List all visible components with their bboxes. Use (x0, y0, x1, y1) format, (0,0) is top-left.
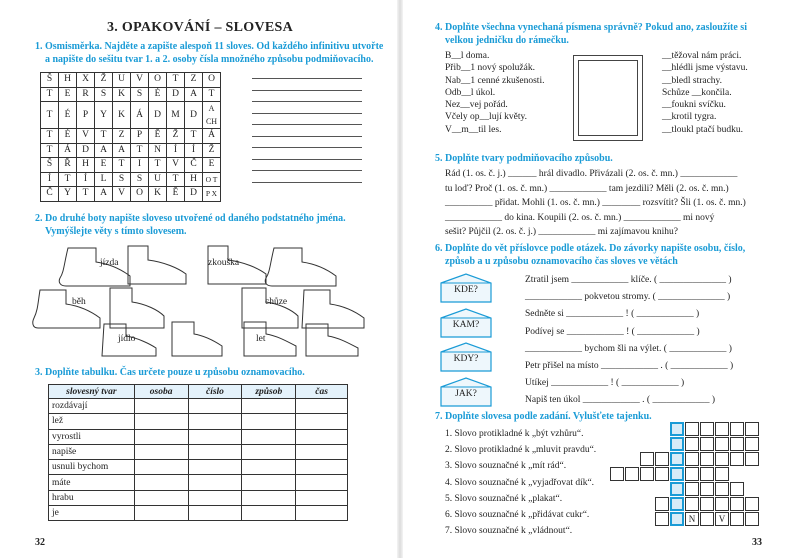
word-search-cell: Í (185, 143, 203, 158)
word-search-cell: D (185, 187, 203, 202)
crossword-cell[interactable] (685, 452, 699, 466)
answer-cell[interactable] (296, 429, 348, 444)
word-search-row (41, 158, 221, 173)
word-search-cell: Y (95, 102, 113, 129)
crossword-cell[interactable] (685, 467, 699, 481)
task6-sentence: ____________ bychom šli na výlet. ( ____________ ) (525, 343, 732, 354)
task5-line: ____________ do kina. Koupili (2. os. č. mn.) ____________ mi nový (445, 212, 715, 223)
word-search-cell: Č (41, 187, 59, 202)
question-house (440, 273, 492, 303)
word-search-cell: T (41, 143, 59, 158)
word-search-cell: U (113, 73, 131, 88)
table-header: osoba (134, 385, 188, 399)
word-search-row (41, 129, 221, 144)
answer-line (252, 78, 362, 79)
crossword-cell[interactable] (610, 467, 624, 481)
crossword-cell[interactable] (700, 497, 714, 511)
house-label: JAK? (455, 389, 477, 399)
crossword-cell[interactable] (745, 437, 759, 451)
task1-line1: 1. Osmisměrka. Najděte a zapište alespoň 11 sloves. Od každého infinitivu utvořte (35, 41, 384, 52)
word-search-cell: Z (113, 129, 131, 144)
boot-word-let: let (256, 334, 266, 344)
word-search-cell: H (59, 73, 77, 88)
table-row (49, 475, 348, 490)
task4-line2: velkou jedničku do rámečku. (445, 34, 569, 46)
word-search-cell: D (167, 87, 185, 102)
task6-sentences (525, 272, 733, 410)
word-search-cell: V (113, 187, 131, 202)
word-search-cell: T (131, 143, 149, 158)
word-search-cell: T (59, 172, 77, 187)
crossword-cell[interactable] (655, 452, 669, 466)
word-search-cell: K (113, 87, 131, 102)
word-search-cell: E (203, 158, 221, 173)
page-title: 3. OPAKOVÁNÍ – SLOVESA (106, 20, 294, 35)
task4-line1: 4. Doplňte všechna vynechaná písmena správně? Pokud ano, zasloužíte si (435, 22, 747, 33)
task6-sentence: Podívej se ____________ ! ( ____________ ) (525, 326, 700, 337)
task5-text (445, 167, 746, 240)
task1-instruction (35, 41, 383, 66)
word-search-cell: H (77, 158, 95, 173)
task4-sentence: __hlédli jsme výstavu. (662, 63, 748, 74)
task4-sentences-left (445, 50, 544, 136)
word-search-cell: S (131, 172, 149, 187)
task6-line2: způsob a u způsobu oznamovacího čas sloves ve větách (445, 255, 678, 267)
answer-cell[interactable] (134, 490, 188, 505)
task5-line: sešit? Půjčil (2. os. č. j.) ____________ mi zajímavou knihu? (445, 227, 678, 237)
task4-sentence: __krotil tygra. (662, 112, 717, 123)
task4-sentence: V__m__til les. (445, 124, 502, 135)
task2-instruction (35, 213, 346, 238)
word-search-cell: T (113, 158, 131, 173)
solution-cell[interactable] (670, 422, 684, 436)
crossword-cell[interactable] (730, 422, 744, 436)
task6-line1: 6. Doplňte do vět příslovce podle otázek. Do závorky napište osobu, číslo, (435, 243, 746, 254)
answer-cell[interactable] (134, 414, 188, 429)
crossword-cell[interactable] (730, 512, 744, 526)
answer-line (252, 124, 362, 125)
crossword-cell[interactable] (730, 437, 744, 451)
right-page (400, 0, 800, 558)
word-search-cell: T (203, 87, 221, 102)
answer-cell[interactable] (242, 506, 296, 521)
word-search-cell: T (77, 187, 95, 202)
word-search-cell: A (95, 187, 113, 202)
word-search-cell: M (167, 102, 185, 129)
verb-form-cell: vyrostli (49, 429, 135, 444)
word-search-cell: D (149, 102, 167, 129)
crossword-cell[interactable] (700, 512, 714, 526)
word-search-cell: Z (185, 73, 203, 88)
verb-form-cell: je (49, 506, 135, 521)
crossword-cell[interactable] (715, 422, 729, 436)
word-search-cell: A (113, 143, 131, 158)
word-search-cell: A (185, 87, 203, 102)
word-search-cell: T (95, 129, 113, 144)
word-search-cell: V (131, 73, 149, 88)
task4-sentence: Odb__l úkol. (445, 87, 496, 98)
crossword-cell[interactable]: V (715, 512, 729, 526)
word-search-cell: T (41, 129, 59, 144)
word-search-cell: Š (41, 73, 59, 88)
task6-sentence: ____________ pokvetou stromy. ( ______________ ) (525, 292, 731, 303)
crossword-cell[interactable] (715, 467, 729, 481)
crossword-cell[interactable] (685, 437, 699, 451)
table-header: slovesný tvar (49, 385, 135, 399)
table-row (49, 399, 348, 414)
answer-cell[interactable] (188, 444, 242, 459)
answer-cell[interactable] (188, 414, 242, 429)
crossword-cell[interactable] (730, 482, 744, 496)
word-search-cell: A CH (203, 102, 221, 129)
word-search-cell: V (167, 158, 185, 173)
crossword-cell[interactable] (640, 452, 654, 466)
task4-sentence: Nab__1 cenné zkušenosti. (445, 75, 545, 86)
task2-line2: Vymýšlejte věty s tímto slovesem. (45, 225, 187, 237)
answer-cell[interactable] (242, 490, 296, 505)
word-search-cell: T (185, 129, 203, 144)
crossword-cell[interactable] (745, 512, 759, 526)
crossword-cell[interactable] (745, 422, 759, 436)
verb-form-cell: rozdávají (49, 399, 135, 414)
boot-word-zkouska: zkouška (208, 258, 240, 268)
word-search-cell: K (149, 187, 167, 202)
answer-cell[interactable] (242, 475, 296, 490)
boot-word-jizda: jízda (100, 258, 119, 268)
task5-line: tu loď? Proč (1. os. č. mn.) ____________ tam jezdili? Měli (2. os. č. mn.) (445, 183, 729, 194)
table-row (49, 460, 348, 475)
word-search-cell: D (77, 143, 95, 158)
crossword-cell[interactable] (715, 437, 729, 451)
task7-clue: 5. Slovo souznačné k „plakat“. (445, 493, 563, 504)
table-row (49, 414, 348, 429)
answer-cell[interactable] (242, 460, 296, 475)
word-search-cell: Á (131, 102, 149, 129)
boot-word-chuze: chůze (265, 297, 288, 307)
word-search-cell: X (77, 73, 95, 88)
task2-line1: 2. Do druhé boty napište sloveso utvořené od daného podstatného jména. (35, 213, 346, 224)
answer-cell[interactable] (242, 429, 296, 444)
crossword-cell[interactable] (685, 482, 699, 496)
crossword-cell[interactable] (715, 452, 729, 466)
word-search-cell: E (59, 87, 77, 102)
crossword-cell[interactable] (655, 497, 669, 511)
table-row (49, 506, 348, 521)
word-search-cell: É (59, 129, 77, 144)
word-search-cell: Í (41, 172, 59, 187)
answer-line (252, 101, 362, 102)
word-search-cell: Í (167, 143, 185, 158)
table-header: způsob (242, 385, 296, 399)
word-search-cell: O T (203, 172, 221, 187)
answer-cell[interactable] (188, 460, 242, 475)
word-search-cell: V (77, 129, 95, 144)
word-search-cell: O (149, 73, 167, 88)
answer-line (252, 147, 362, 148)
word-search-cell: D (185, 102, 203, 129)
answer-cell[interactable] (296, 475, 348, 490)
answer-cell[interactable] (134, 506, 188, 521)
answer-cell[interactable] (134, 444, 188, 459)
task6-instruction (435, 243, 745, 268)
answer-line (252, 113, 362, 114)
crossword-cell[interactable] (700, 482, 714, 496)
task4-sentence: Přib__1 nový spolužák. (445, 63, 535, 74)
word-search-cell: P (77, 102, 95, 129)
word-search-cell: S (113, 172, 131, 187)
answer-cell[interactable] (296, 490, 348, 505)
task7-clue: 2. Slovo protikladné k „mluvit pravdu“. (445, 445, 597, 456)
task3-instruction: 3. Doplňte tabulku. Čas určete pouze u způsobu oznamovacího. (35, 367, 305, 378)
house-label: KAM? (452, 320, 480, 330)
solution-cell[interactable] (670, 437, 684, 451)
verb-form-cell: hrabu (49, 490, 135, 505)
word-search-cell: R (77, 87, 95, 102)
task4-sentence: Včely op__lují květy. (445, 112, 527, 123)
task4-sentence: __těžoval nám práci. (662, 51, 742, 61)
word-search-row (41, 143, 221, 158)
word-search-cell: Ř (59, 158, 77, 173)
word-search-cell: T (41, 102, 59, 129)
answer-cell[interactable] (134, 429, 188, 444)
word-search-cell: T (167, 172, 185, 187)
word-search-cell: Ž (203, 143, 221, 158)
answer-cell[interactable] (134, 399, 188, 414)
table-header: číslo (188, 385, 242, 399)
crossword-cell[interactable] (700, 452, 714, 466)
task7-clue: 3. Slovo souznačné k „mít rád“. (445, 461, 567, 472)
crossword-cell[interactable] (700, 437, 714, 451)
word-search-cell: I (131, 158, 149, 173)
task4-instruction (435, 22, 747, 47)
task5-instruction: 5. Doplňte tvary podmiňovacího způsobu. (435, 153, 613, 164)
word-search-cell: Á (203, 129, 221, 144)
word-search-cell: T (41, 87, 59, 102)
answer-cell[interactable] (242, 399, 296, 414)
word-search-cell: N (149, 143, 167, 158)
crossword-cell[interactable] (625, 467, 639, 481)
word-search-cell: A (95, 143, 113, 158)
word-search-cell: Š (41, 158, 59, 173)
answer-line (252, 182, 362, 183)
crossword-cell[interactable] (730, 452, 744, 466)
word-search-row (41, 187, 221, 202)
task4-sentence: __bledl strachy. (662, 75, 723, 86)
task6-sentence: Utíkej ____________ ! ( ____________ ) (525, 378, 685, 389)
answer-cell[interactable] (188, 506, 242, 521)
task7-clue: 6. Slovo souznačné k „přidávat cukr“. (445, 510, 590, 521)
answer-line (252, 170, 362, 171)
answer-line (252, 159, 362, 160)
answer-cell[interactable] (242, 444, 296, 459)
verb-form-cell: usnuli bychom (49, 460, 135, 475)
solution-cell[interactable] (670, 497, 684, 511)
task7-clue: 4. Slovo souznačné k „vyjadřovat dík“. (445, 477, 595, 488)
crossword-cell[interactable] (655, 467, 669, 481)
answer-cell[interactable] (242, 414, 296, 429)
word-search-cell: É (149, 87, 167, 102)
solution-cell[interactable] (670, 452, 684, 466)
word-search-grid (40, 72, 221, 202)
answer-line (252, 90, 362, 91)
task7-clues (445, 426, 596, 539)
table-row (49, 444, 348, 459)
answer-cell[interactable] (134, 460, 188, 475)
crossword-cell[interactable] (715, 482, 729, 496)
house-label: KDY? (453, 354, 479, 364)
word-search-cell: S (131, 87, 149, 102)
answer-cell[interactable] (188, 429, 242, 444)
boot-word-beh: běh (72, 297, 86, 307)
word-search-row (41, 87, 221, 102)
answer-cell[interactable] (296, 414, 348, 429)
answer-cell[interactable] (134, 475, 188, 490)
task7-instruction: 7. Doplňte slovesa podle zadání. Vylušťete tajenku. (435, 411, 652, 422)
word-search-cell: É (59, 102, 77, 129)
task1-line2: a napište do sešitu tvar 1. a 2. osoby čísla množného způsobu podmiňovacího. (45, 53, 374, 65)
crossword-cell[interactable] (685, 422, 699, 436)
answer-cell[interactable] (296, 506, 348, 521)
task5-line: Rád (1. os. č. j.) ______ hrál divadlo. Přivázali (2. os. č. mn.) ____________ (445, 169, 738, 179)
word-search-cell: Y (59, 187, 77, 202)
question-house (440, 308, 492, 338)
task4-sentences-right (662, 50, 748, 136)
task4-sentence: Nez__vej pořád. (445, 100, 508, 111)
word-search-row (41, 73, 221, 88)
task7-clue: 7. Slovo souznačné k „vládnout“. (445, 526, 573, 537)
word-search-cell: O (203, 73, 221, 88)
word-search-cell: E (95, 158, 113, 173)
task6-sentence: Napiš ten úkol ____________ . ( ____________ ) (525, 395, 715, 406)
word-search-cell: S (95, 87, 113, 102)
word-search-cell: O (131, 187, 149, 202)
word-search-cell: T (149, 158, 167, 173)
answer-cell[interactable] (188, 490, 242, 505)
solution-cell[interactable] (670, 512, 684, 526)
answer-cell[interactable] (296, 399, 348, 414)
task7-clue: 1. Slovo protikladné k „být vzhůru“. (445, 429, 584, 439)
task6-sentence: Petr přišel na místo ____________ . ( ____________ ) (525, 361, 734, 372)
answer-cell[interactable] (296, 460, 348, 475)
word-search-cell: Ě (167, 187, 185, 202)
word-search-cell: Á (59, 143, 77, 158)
word-search-cell: Č (185, 158, 203, 173)
page-number-right: 33 (752, 537, 762, 548)
table-row (49, 490, 348, 505)
answer-cell[interactable] (188, 399, 242, 414)
word-search-cell: Ě (149, 129, 167, 144)
word-search-cell: H (185, 172, 203, 187)
answer-cell[interactable] (296, 444, 348, 459)
crossword-cell[interactable] (715, 497, 729, 511)
word-search-cell: Ž (167, 129, 185, 144)
crossword-cell[interactable]: N (685, 512, 699, 526)
boot-word-jidlo: jídlo (118, 334, 136, 344)
word-search-cell: T (167, 73, 185, 88)
solution-cell[interactable] (670, 467, 684, 481)
word-search-cell: U (149, 172, 167, 187)
verb-form-cell: lež (49, 414, 135, 429)
verb-form-cell: máte (49, 475, 135, 490)
task4-sentence: B__l doma. (445, 51, 490, 61)
word-search-cell: P (131, 129, 149, 144)
task4-sentence: __tloukl ptačí budku. (662, 124, 744, 135)
grade-frame (573, 55, 643, 141)
table-header: čas (296, 385, 348, 399)
word-search-cell: P X (203, 187, 221, 202)
verb-form-cell: napiše (49, 444, 135, 459)
word-search-cell: Ž (95, 73, 113, 88)
word-search-row (41, 102, 221, 129)
word-search-cell: K (113, 102, 131, 129)
crossword-cell[interactable] (640, 467, 654, 481)
question-house (440, 342, 492, 372)
task4-sentence: __foukni svíčku. (662, 100, 726, 111)
verb-table (48, 384, 348, 521)
crossword-cell[interactable] (745, 497, 759, 511)
word-search-cell: L (95, 172, 113, 187)
task4-sentence: Schůze __končila. (662, 87, 732, 98)
crossword-cell[interactable] (745, 452, 759, 466)
house-label: KDE? (454, 285, 478, 295)
crossword-cell[interactable] (700, 422, 714, 436)
crossword-cell[interactable] (730, 497, 744, 511)
task6-sentence: Sedněte si ____________ ! ( ____________ ) (525, 309, 700, 320)
task5-line: __________ přidat. Mohli (1. os. č. mn.) ________ rozsvítit? Šli (1. os. č. mn.) (445, 198, 746, 208)
table-row (49, 429, 348, 444)
solution-cell[interactable] (670, 482, 684, 496)
crossword-cell[interactable] (655, 512, 669, 526)
crossword-cell[interactable] (700, 467, 714, 481)
page-number-left: 32 (35, 537, 45, 548)
word-search-cell: Í (77, 172, 95, 187)
answer-cell[interactable] (188, 475, 242, 490)
crossword-cell[interactable] (685, 497, 699, 511)
answer-line (252, 136, 362, 137)
question-house (440, 377, 492, 407)
word-search-row (41, 172, 221, 187)
task6-sentence: Ztratil jsem ____________ klíče. ( ______________ ) (525, 275, 732, 285)
